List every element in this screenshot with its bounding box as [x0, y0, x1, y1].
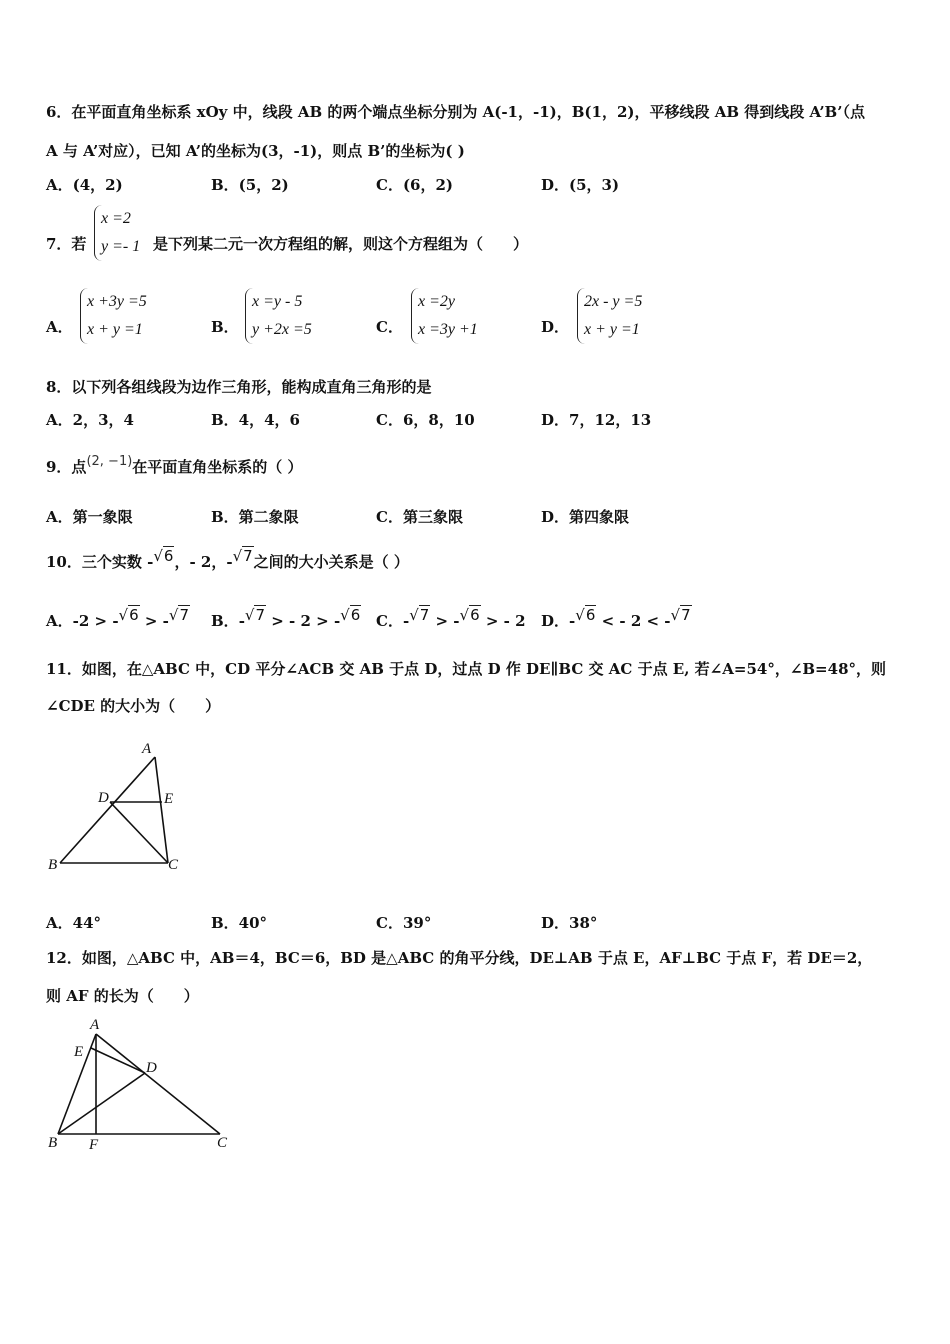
q10-sqrt6-radicand: 6	[163, 547, 174, 565]
q10-option-c-sqrt2: √6	[459, 606, 480, 624]
q11-line-dc	[110, 802, 168, 863]
q9-stem	[46, 456, 303, 477]
q11-line1: 11．如图，在△ABC 中，CD 平分∠ACB 交 AB 于点 D，过点 D 作 DE∥BC 交 AC 于点 E, 若∠A=54°，∠B=48°，则	[46, 660, 887, 678]
q10-option-c-sqrt1: √7	[409, 606, 430, 624]
q7-option-c-eq2: x =3y +1	[418, 321, 478, 338]
q10-option-d-radicand2: 7	[681, 606, 691, 624]
q10-option-a-part3: > -	[139, 612, 169, 630]
q7-option-b-label: B．	[211, 318, 239, 336]
q10-option-a-sqrt1: √6	[118, 606, 139, 624]
q6-line1: 6．在平面直角坐标系 xOy 中，线段 AB 的两个端点坐标分别为 A(-1，-1)，B(1，2)，平移线段 AB 得到线段 A’B’（点	[46, 103, 865, 121]
q10-option-b-sqrt2: √6	[340, 606, 361, 624]
q9-option-c: C．第三象限	[376, 508, 463, 526]
q10-option-c	[376, 606, 526, 631]
q10-sqrt6: √6	[153, 547, 174, 565]
q10-option-c-part1: -	[402, 612, 410, 630]
q7-option-a-system	[80, 288, 147, 344]
q7-option-b-system	[245, 288, 312, 344]
q11-triangle-figure	[40, 735, 210, 880]
q8-option-c: C．6，8，10	[376, 411, 475, 429]
q11-line-ac	[155, 757, 168, 863]
q10-option-d-part3: < - 2 < -	[596, 612, 671, 630]
q12-label-f: F	[89, 1137, 99, 1153]
q9-point: (2, −1)	[86, 454, 133, 469]
q7-option-a-eq2: x + y =1	[87, 321, 143, 338]
q10-suffix: 之间的大小关系是（ ）	[253, 553, 409, 571]
q10-option-d-part1: -	[569, 612, 576, 630]
q12-triangle-figure	[40, 1012, 250, 1157]
q10-option-a	[46, 606, 190, 631]
q10-option-b-part3: > - 2 > -	[266, 612, 341, 630]
q10-option-a-sqrt2: √7	[168, 606, 190, 624]
q11-label-c: C	[168, 857, 179, 873]
q10-option-a-label: A．	[46, 612, 73, 630]
q10-prefix: 10．三个实数 -	[46, 553, 154, 571]
q11-option-c: C．39°	[376, 914, 432, 932]
q7-option-c-system	[411, 288, 478, 344]
q9-option-d: D．第四象限	[541, 508, 630, 526]
q10-option-c-part5: > - 2	[480, 612, 526, 630]
q12-label-c: C	[217, 1135, 228, 1151]
q7-option-b-eq1: x =y - 5	[252, 293, 303, 310]
q11-line-ab	[60, 757, 155, 863]
q10-option-b-part1: -	[238, 612, 245, 630]
q8-option-d: D．7，12，13	[541, 411, 652, 429]
q7-option-d-eq1: 2x - y =5	[584, 293, 643, 310]
q12-line2: 则 AF 的长为（ ）	[46, 987, 199, 1005]
q6-line2: A 与 A’对应），已知 A’的坐标为(3，-1)，则点 B’的坐标为( )	[46, 142, 465, 160]
q10-option-c-part3: > -	[430, 612, 460, 630]
q7-given-system	[94, 205, 140, 261]
q12-label-b: B	[48, 1135, 58, 1151]
q10-option-c-label: C．	[376, 612, 403, 630]
q10-option-a-radicand2: 7	[179, 606, 190, 624]
q10-sqrt7: √7	[232, 547, 253, 565]
q9-prefix: 9．点	[46, 458, 87, 476]
q11-label-e: E	[164, 791, 174, 807]
q10-option-c-radicand1: 7	[419, 606, 430, 624]
q6-option-d: D．(5，3)	[541, 176, 620, 194]
q12-label-d: D	[146, 1060, 157, 1076]
q8-option-a: A．2，3，4	[46, 411, 134, 429]
q7-option-a-label: A．	[46, 318, 73, 336]
q7-prefix: 7．若	[46, 235, 87, 253]
q7-option-b-eq2: y +2x =5	[252, 321, 312, 338]
q11-label-d: D	[98, 790, 109, 806]
q7-suffix: 是下列某二元一次方程组的解，则这个方程组为（ ）	[153, 235, 529, 253]
q10-mid: ，- 2，-	[174, 553, 233, 571]
q11-option-d: D．38°	[541, 914, 598, 932]
q10-option-b-label: B．	[211, 612, 239, 630]
q10-option-d-sqrt1: √6	[575, 606, 596, 624]
q9-suffix: 在平面直角坐标系的（ ）	[132, 458, 303, 476]
q7-option-c-eq1: x =2y	[418, 293, 455, 310]
q12-line-ac	[96, 1034, 220, 1134]
q10-option-a-part1: -2 > -	[72, 612, 119, 630]
q6-option-b: B．(5，2)	[211, 176, 289, 194]
q6-option-a: A．(4，2)	[46, 176, 123, 194]
q10-option-d-radicand1: 6	[585, 606, 596, 624]
q7-option-d-label: D．	[541, 318, 570, 336]
q7-given-eq2: y =- 1	[101, 238, 141, 255]
q8-option-b: B．4，4，6	[211, 411, 300, 429]
q11-label-b: B	[48, 857, 58, 873]
q9-option-a: A．第一象限	[46, 508, 133, 526]
q10-option-d-sqrt2: √7	[670, 606, 691, 624]
q11-option-b: B．40°	[211, 914, 268, 932]
q7-option-c-label: C．	[376, 318, 403, 336]
q12-label-e: E	[74, 1044, 84, 1060]
q12-label-a: A	[90, 1017, 100, 1033]
q9-option-b: B．第二象限	[211, 508, 299, 526]
q10-stem	[46, 547, 409, 572]
q11-line2: ∠CDE 的大小为（ ）	[46, 697, 221, 715]
q11-option-a: A．44°	[46, 914, 102, 932]
q12-line1: 12．如图，△ABC 中，AB＝4，BC＝6，BD 是△ABC 的角平分线，DE⊥AB 于点 E，AF⊥BC 于点 F，若 DE＝2，	[46, 949, 873, 967]
q10-option-d	[541, 606, 692, 631]
q8-text: 8．以下列各组线段为边作三角形，能构成直角三角形的是	[46, 378, 432, 396]
q6-option-c: C．(6，2)	[376, 176, 454, 194]
q7-given-eq1: x =2	[101, 210, 131, 227]
q11-label-a: A	[142, 741, 152, 757]
q10-option-a-radicand1: 6	[129, 606, 139, 624]
q10-option-b-sqrt1: √7	[244, 606, 266, 624]
q7-option-d-system	[577, 288, 642, 344]
q10-option-d-label: D．	[541, 612, 570, 630]
q10-option-b	[211, 606, 361, 631]
q12-line-bd	[58, 1073, 145, 1134]
q10-option-b-radicand1: 7	[255, 606, 266, 624]
q10-option-b-radicand2: 6	[350, 606, 361, 624]
q10-option-c-radicand2: 6	[470, 606, 480, 624]
q7-option-d-eq2: x + y =1	[584, 321, 640, 338]
q7-option-a-eq1: x +3y =5	[87, 293, 147, 310]
q10-sqrt7-radicand: 7	[243, 547, 253, 565]
